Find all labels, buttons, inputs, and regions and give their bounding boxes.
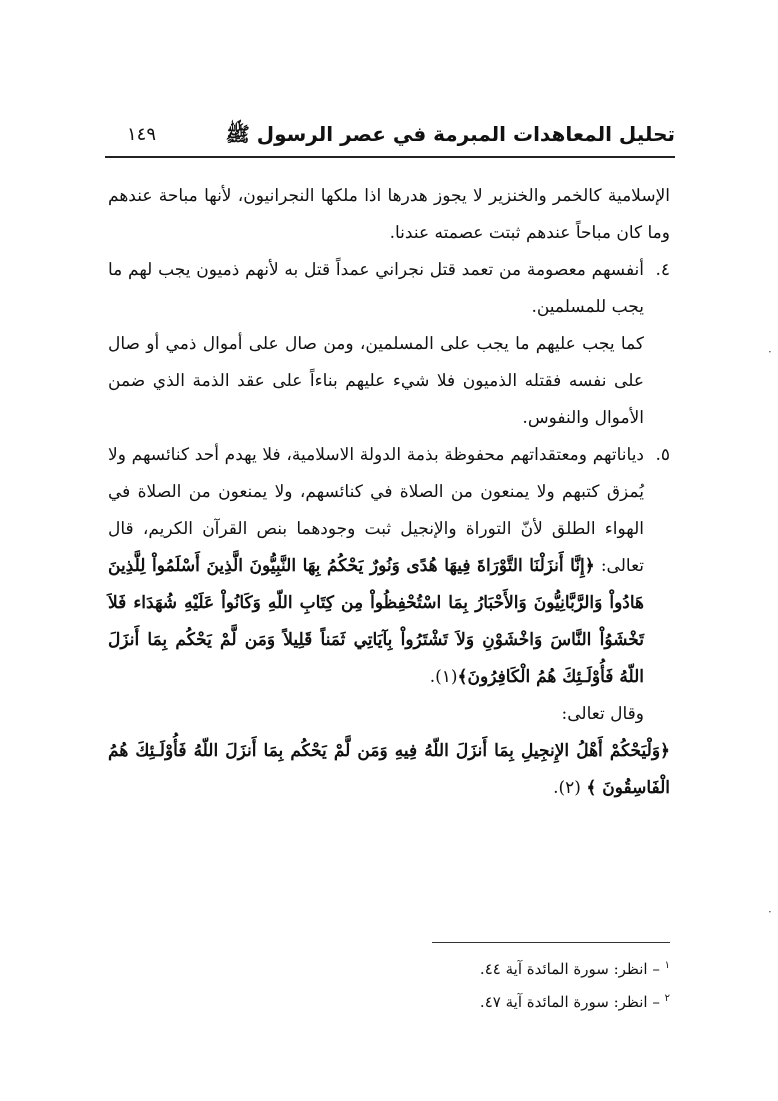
page-number: ١٤٩ [127,124,157,145]
footnote-text: – انظر: سورة المائدة آية ٤٧. [479,993,660,1011]
footnote-ref-2: (٢). [553,778,581,798]
list-item-4 [108,252,670,326]
list-item-text: أنفسهم معصومة من تعمد قتل نجراني عمداً قتل به لأنهم ذميون يجب لهم ما يجب للمسلمين. [108,260,644,317]
footnote-text: – انظر: سورة المائدة آية ٤٤. [479,960,660,978]
page-header [105,118,675,158]
footnotes [108,942,670,1017]
footnote-mark: ٢ [664,993,670,1004]
footnote-ref-1: (١). [429,667,458,687]
list-number: ٥. [655,445,670,465]
footnote-1 [108,951,670,984]
footnote-divider [432,942,670,943]
running-title: تحليل المعاهدات المبرمة في عصر الرسول ﷺ [225,122,675,146]
scan-mark: · [768,905,772,919]
quran-verse-1: ﴿إِنَّا أَنزَلْنَا التَّوْرَاةَ فِيهَا هُدًى وَنُورٌ يَحْكُمُ بِهَا النَّبِيُّونَ الَّذِينَ أَسْلَمُواْ لِلَّذِينَ هَادُواْ وَالرَّبَّانِيُّونَ وَالأَحْبَارُ بِمَا اسْتُحْفِظُواْ مِن كِتَابِ اللّهِ وَكَانُواْ عَلَيْهِ شُهَدَاء فَلاَ تَخْشَوُاْ النَّاسَ وَاخْشَوْنِ وَلاَ تَشْتَرُواْ بِآيَاتِي ثَمَناً قَلِيلاً وَمَن لَّمْ يَحْكُم بِمَا أَنزَلَ اللّهُ فَأُوْلَـئِكَ هُمُ الْكَافِرُونَ﴾ [108,556,644,687]
list-item-text [108,437,644,696]
footnote-2 [108,984,670,1017]
list-number: ٤. [655,260,670,280]
quran-verse-2: ﴿وَلْيَحْكُمْ أَهْلُ الإِنجِيلِ بِمَا أَنزَلَ اللّهُ فِيهِ وَمَن لَّمْ يَحْكُم بِمَا أَنزَلَ اللّهُ فَأُوْلَـئِكَ هُمُ الْفَاسِقُونَ ﴾ [108,741,670,798]
list-item-5 [108,437,670,696]
opening-paragraph: الإسلامية كالخمر والخنزير لا يجوز هدرها اذا ملكها النجرانيون، لأنها مباحة عندهم وما كان مباحاً عندهم ثبتت عصمته عندنا. [108,186,670,243]
footnote-mark: ١ [664,960,670,971]
scan-mark: · [768,345,772,359]
item5-text: دياناتهم ومعتقداتهم محفوظة بذمة الدولة الاسلامية، فلا يهدم أحد كنائسهم ولا يُمزق كتبهم ولا يمنعون من الصلاة في كنائسهم، ولا يمنعون من الصلاة في الهواء الطلق لأنّ التوراة والإنجيل ثبت وجودهما بنص القرآن الكريم، قال تعالى: [108,445,645,576]
item4-continuation: كما يجب عليهم ما يجب على المسلمين، ومن صال على أموال ذمي أو صال على نفسه فقتله الذميون فلا شيء عليهم بناءاً على عقد الذمة الذي ضمن الأموال والنفوس. [108,334,644,428]
quran-intro-2: وقال تعالى: [561,704,644,724]
body-text [108,178,670,807]
quran-verse-2-paragraph [108,733,670,807]
